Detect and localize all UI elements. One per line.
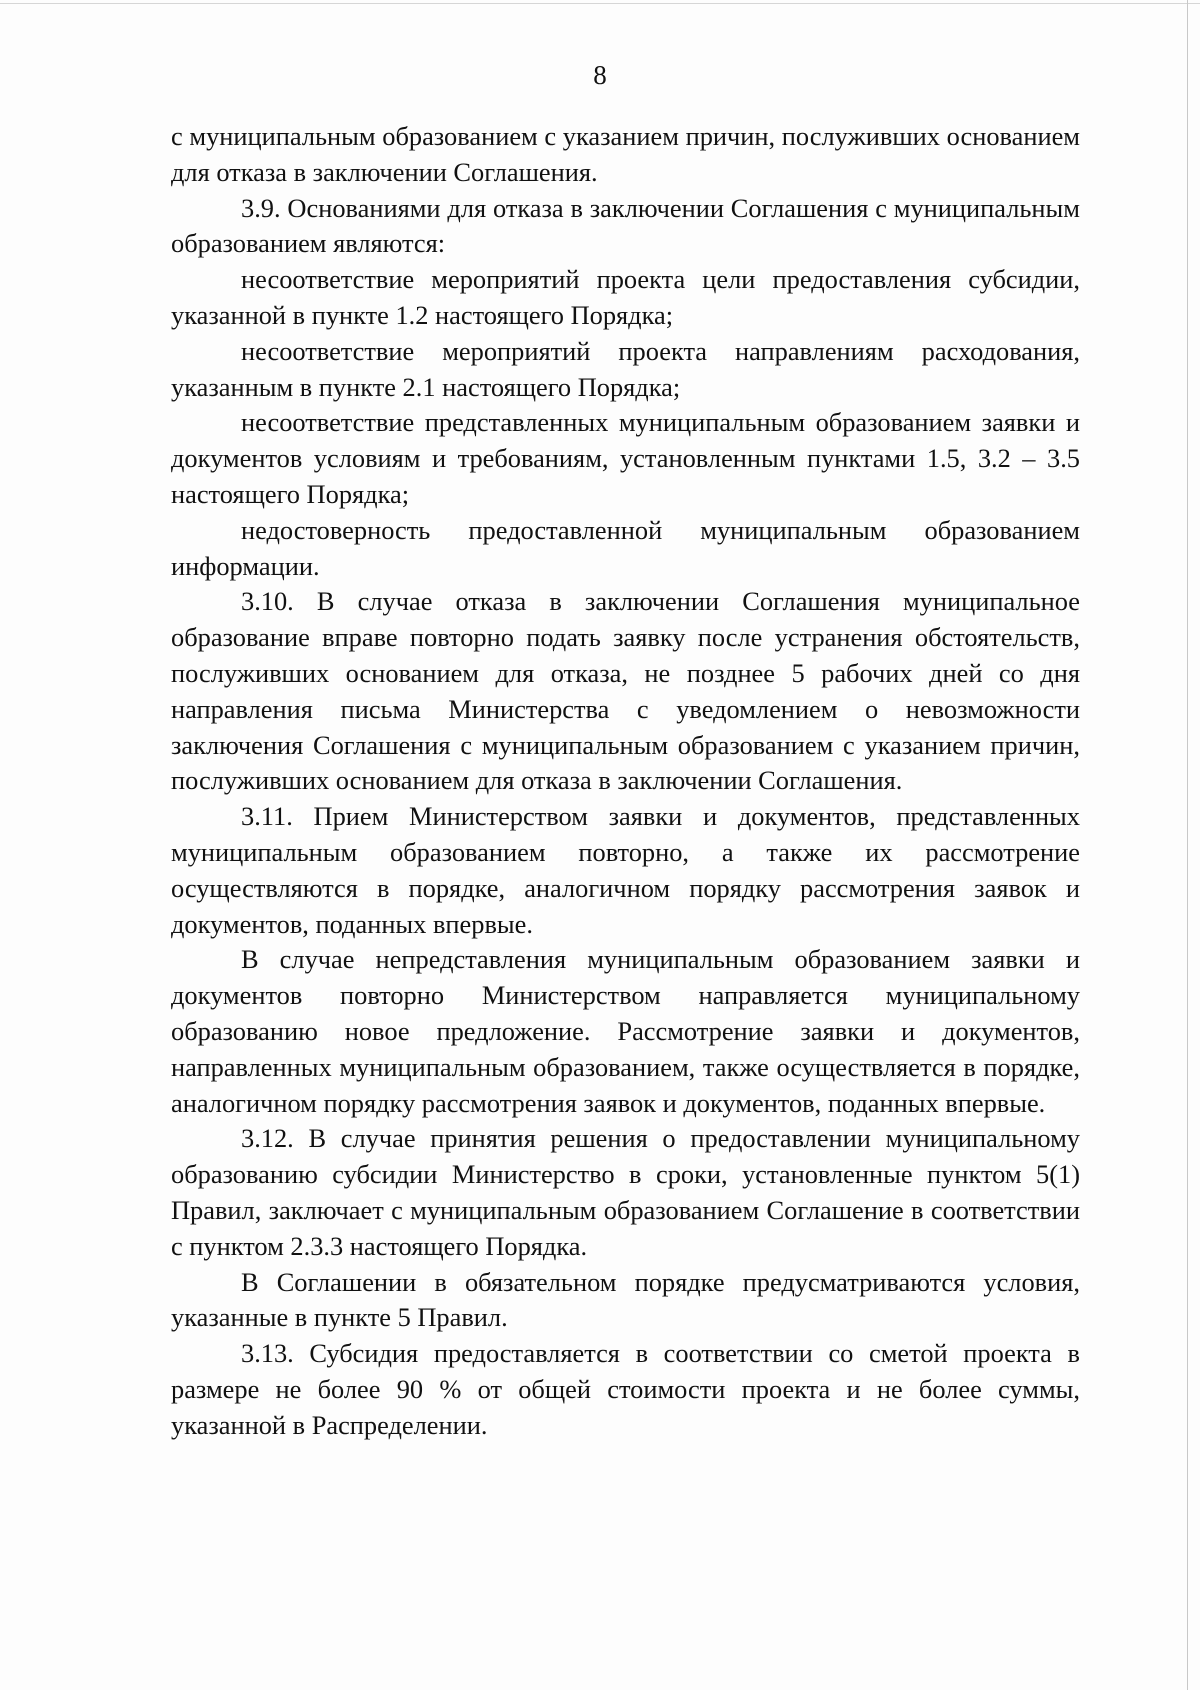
paragraph-3-12: 3.12. В случае принятия решения о предоставлении муниципальному образованию субсидии Министерство в сроки, установленные пунктом 5(1) Правил, заключает с муниципальным образованием Соглашение в соответствии с пунктом 2.3.3 настоящего Порядка.	[171, 1123, 1080, 1261]
page-number: 8	[593, 60, 607, 90]
document-body	[171, 119, 1080, 1443]
paragraph-3-12-continuation: В Соглашении в обязательном порядке предусматриваются условия, указанные в пункте 5 Правил.	[171, 1266, 1080, 1333]
paragraph-3-11: 3.11. Прием Министерством заявки и документов, представленных муниципальным образованием повторно, а также их рассмотрение осуществляются в порядке, аналогичном порядку рассмотрения заявок и документов, поданных впервые.	[171, 801, 1080, 939]
paragraph-ground-4: недостоверность предоставленной муниципальным образованием информации.	[171, 514, 1080, 581]
paragraph-ground-2: несоответствие мероприятий проекта направлениям расходования, указанным в пункте 2.1 настоящего Порядка;	[171, 335, 1080, 402]
scan-right-edge	[1187, 0, 1188, 1690]
paragraph-3-13: 3.13. Субсидия предоставляется в соответствии со сметой проекта в размере не более 90 % от общей стоимости проекта и не более суммы, указанной в Распределении.	[171, 1338, 1080, 1440]
paragraph-3-10: 3.10. В случае отказа в заключении Соглашения муниципальное образование вправе повторно подать заявку после устранения обстоятельств, послуживших основанием для отказа, не позднее 5 рабочих дней со дня направления письма Министерства с уведомлением о невозможности заключения Соглашения с муниципальным образованием с указанием причин, послуживших основанием для отказа в заключении Соглашения.	[171, 586, 1080, 796]
paragraph-3-11-continuation: В случае непредставления муниципальным образованием заявки и документов повторно Министерством направляется муниципальному образованию новое предложение. Рассмотрение заявки и документов, направленных муниципальным образованием, также осуществляется в порядке, аналогичном порядку рассмотрения заявок и документов, поданных впервые.	[171, 944, 1080, 1118]
paragraph-continuation: с муниципальным образованием с указанием причин, послуживших основанием для отказа в заключении Соглашения.	[171, 121, 1080, 187]
paragraph-ground-3: несоответствие представленных муниципальным образованием заявки и документов условиям и требованиям, установленным пунктами 1.5, 3.2 – 3.5 настоящего Порядка;	[171, 407, 1080, 509]
paragraph-ground-1: несоответствие мероприятий проекта цели предоставления субсидии, указанной в пункте 1.2 настоящего Порядка;	[171, 264, 1080, 330]
scan-top-edge	[0, 3, 1200, 4]
paragraph-3-9: 3.9. Основаниями для отказа в заключении Соглашения с муниципальным образованием являются:	[171, 192, 1080, 259]
